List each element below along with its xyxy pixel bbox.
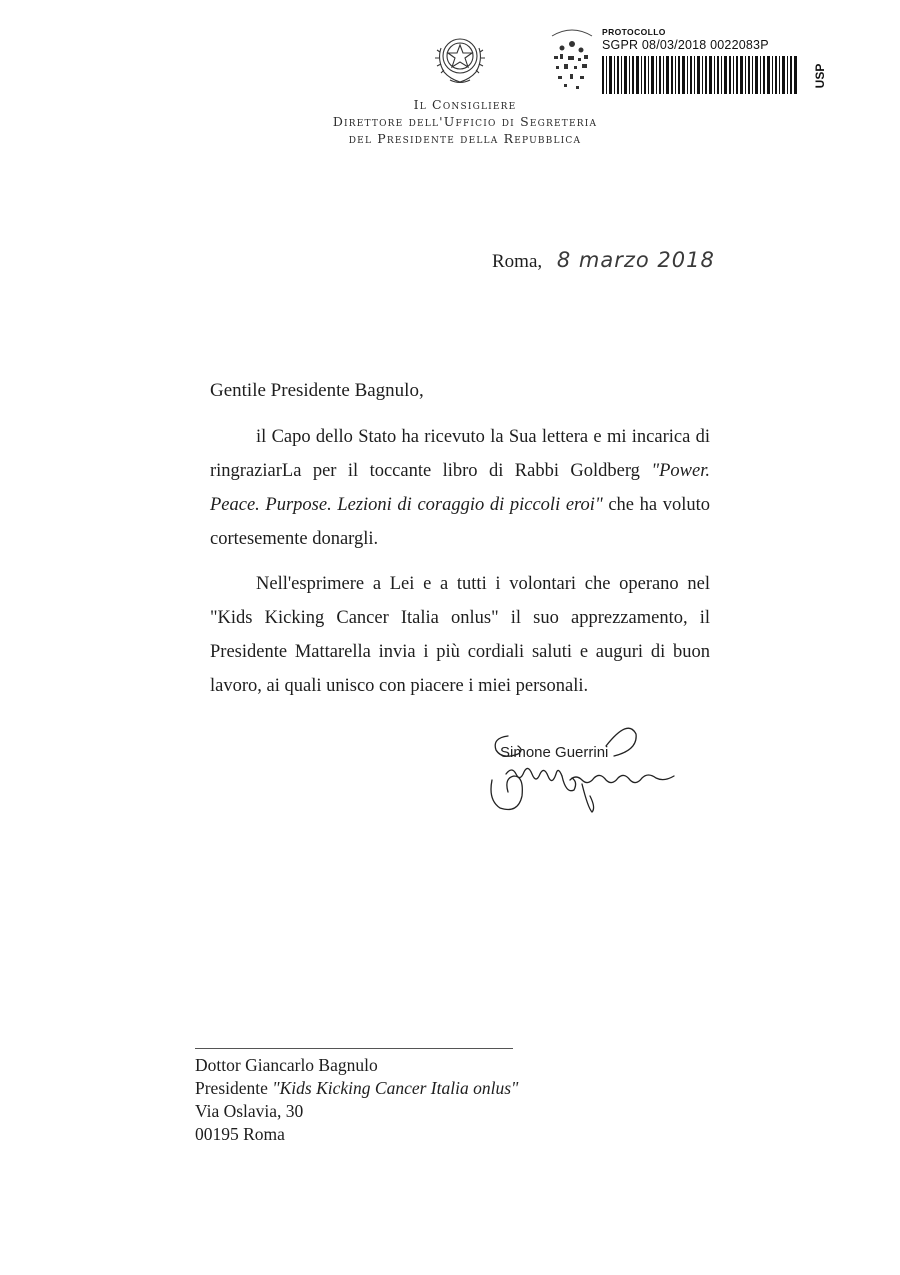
recipient-name: Dottor Giancarlo Bagnulo bbox=[195, 1055, 378, 1075]
signature-block bbox=[478, 716, 688, 826]
protocol-seal-icon bbox=[548, 26, 596, 100]
handwritten-signature-icon bbox=[478, 716, 688, 826]
recipient-street: Via Oslavia, 30 bbox=[195, 1101, 304, 1121]
paragraph-1: il Capo dello Stato ha ricevuto la Sua lettera e mi incarica di ringraziarLa per il toccante libro di Rabbi Goldberg "Power. Peace. Purpose. Lezioni di coraggio di piccoli eroi" che ha voluto cortesemente donargli. bbox=[210, 427, 710, 549]
recipient-org: "Kids Kicking Cancer Italia onlus" bbox=[272, 1078, 519, 1098]
protocol-code: SGPR 08/03/2018 0022083P bbox=[602, 38, 769, 52]
address-divider bbox=[195, 1048, 513, 1049]
republic-emblem-icon bbox=[432, 28, 488, 88]
header-line-2: Direttore dell'Ufficio di Segreteria bbox=[332, 114, 598, 129]
header-line-1: Il Consigliere bbox=[413, 97, 517, 112]
protocol-label: PROTOCOLLO bbox=[602, 27, 666, 37]
recipient-role: Presidente "Kids Kicking Cancer Italia onlus" bbox=[195, 1078, 519, 1098]
salutation: Gentile Presidente Bagnulo, bbox=[210, 380, 424, 401]
letter-date bbox=[492, 248, 715, 273]
barcode-icon bbox=[602, 56, 798, 94]
date-city: Roma, bbox=[492, 251, 543, 272]
signatory-name: Simone Guerrini bbox=[500, 744, 609, 761]
book-title: "Power. Peace. Purpose. Lezioni di coraggio di piccoli eroi" bbox=[210, 461, 710, 515]
header-line-3: del Presidente della Repubblica bbox=[348, 131, 582, 146]
protocol-side-label: USP bbox=[813, 63, 827, 89]
paragraph-2: Nell'esprimere a Lei e a tutti i volontari che operano nel "Kids Kicking Cancer Italia onlus" il suo apprezzamento, il Presidente Mattarella invia i più cordiali saluti e auguri di buon lavoro, ai quali unisco con piacere i miei personali. bbox=[210, 574, 710, 696]
office-header bbox=[300, 96, 630, 147]
recipient-address bbox=[195, 1054, 518, 1146]
date-handwritten: 8 marzo 2018 bbox=[556, 248, 715, 272]
recipient-city: 00195 Roma bbox=[195, 1124, 285, 1144]
protocol-stamp bbox=[548, 24, 838, 102]
letter-body bbox=[210, 420, 710, 703]
